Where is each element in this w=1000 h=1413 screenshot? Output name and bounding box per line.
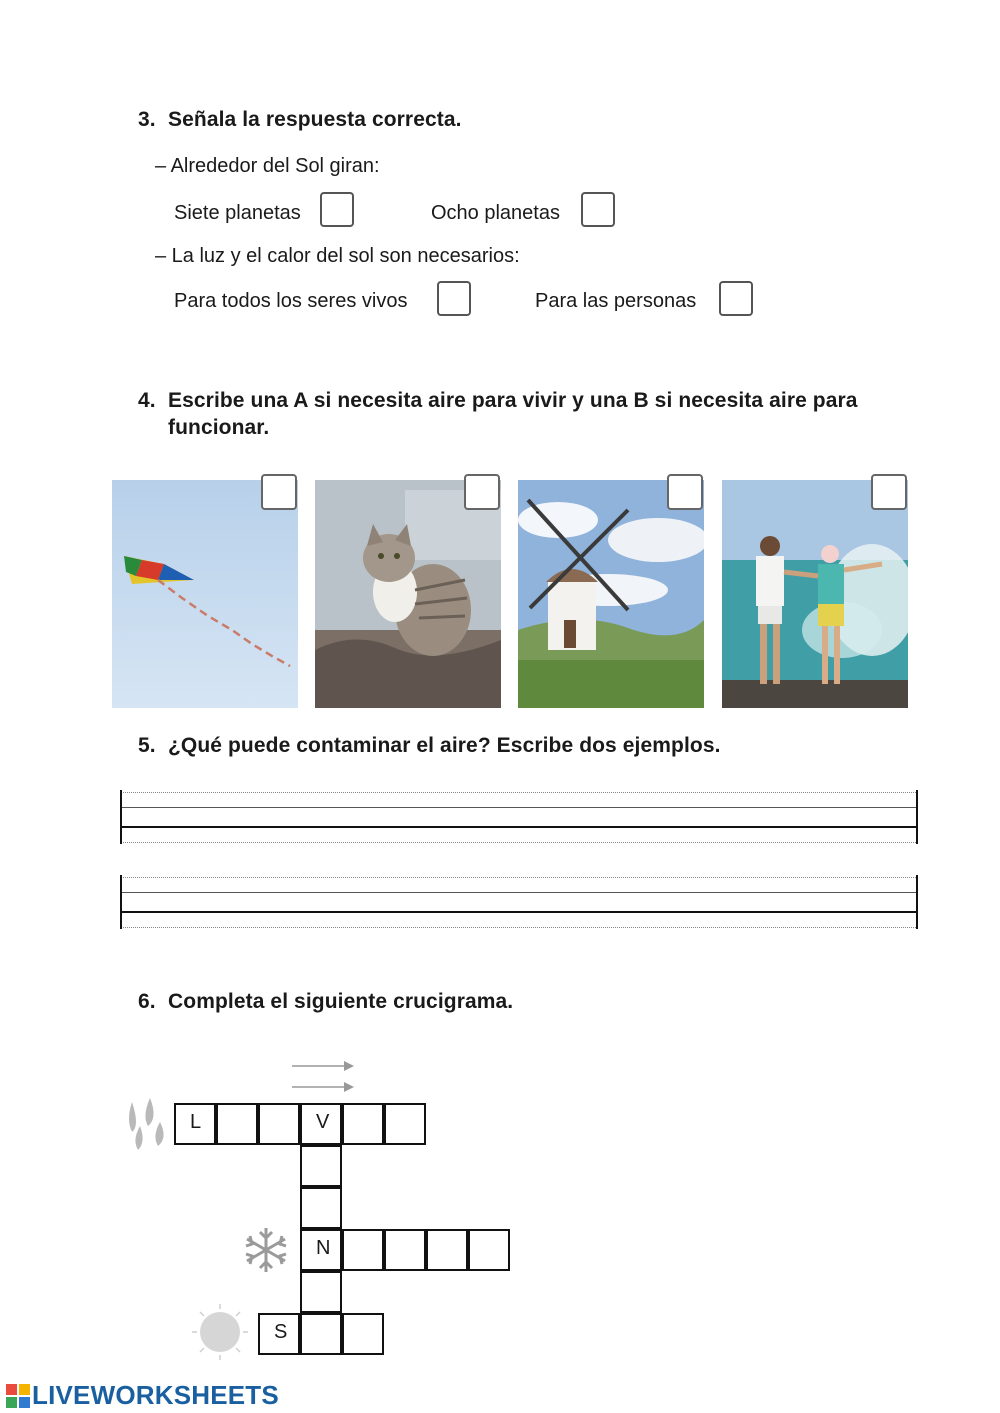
crossword-cell[interactable] — [300, 1229, 342, 1271]
kite-answer-box[interactable] — [261, 474, 297, 510]
question-3-heading — [138, 108, 838, 136]
snowflake-icon — [240, 1224, 292, 1276]
children-by-sea-photo — [722, 480, 908, 708]
crossword-letter-n: N — [316, 1237, 331, 1259]
crossword-cell[interactable] — [300, 1145, 342, 1187]
question-6-number: 6. — [138, 990, 156, 1013]
q3-checkbox-todos-seres-vivos[interactable] — [437, 281, 471, 316]
q3-option-todos-seres-vivos: Para todos los seres vivos — [174, 290, 408, 312]
writing-line — [120, 792, 918, 793]
crossword-cell[interactable] — [216, 1103, 258, 1145]
crossword-letter-l: L — [190, 1111, 202, 1133]
crossword-cell[interactable] — [300, 1187, 342, 1229]
writing-lines-1[interactable] — [120, 790, 918, 844]
question-4-number: 4. — [138, 389, 156, 412]
crossword-cell[interactable] — [300, 1271, 342, 1313]
crossword-cell[interactable] — [300, 1103, 342, 1145]
crossword-cell[interactable] — [426, 1229, 468, 1271]
question-6-title: Completa el siguiente crucigrama. — [168, 990, 514, 1013]
question-3-title: Señala la respuesta correcta. — [168, 108, 462, 131]
crossword-cell[interactable] — [258, 1103, 300, 1145]
writing-line — [120, 877, 918, 878]
writing-lines-2[interactable] — [120, 875, 918, 929]
q3-checkbox-siete-planetas[interactable] — [320, 192, 354, 227]
question-4-title-line-2: funcionar. — [168, 416, 270, 439]
windmill-answer-box[interactable] — [667, 474, 703, 510]
question-5-number: 5. — [138, 734, 156, 757]
rain-drops-icon — [124, 1096, 172, 1152]
writing-line — [120, 892, 918, 893]
writing-line-right-edge — [916, 875, 918, 929]
children-answer-box[interactable] — [871, 474, 907, 510]
q3-item-2-prompt: – La luz y el calor del sol son necesarios: — [155, 245, 520, 267]
crossword-cell[interactable] — [342, 1229, 384, 1271]
crossword-cell[interactable] — [258, 1313, 300, 1355]
kite-photo — [112, 480, 298, 708]
writing-line — [120, 842, 918, 843]
question-5-title: ¿Qué puede contaminar el aire? Escribe dos ejemplos. — [168, 734, 721, 757]
crossword-cell[interactable] — [384, 1103, 426, 1145]
q3-checkbox-personas[interactable] — [719, 281, 753, 316]
q3-option-personas: Para las personas — [535, 290, 697, 312]
question-4-heading — [138, 389, 958, 445]
cat-answer-box[interactable] — [464, 474, 500, 510]
crossword-cell[interactable] — [342, 1103, 384, 1145]
question-6-heading — [138, 990, 738, 1018]
writing-line — [120, 911, 918, 913]
q3-option-ocho-planetas: Ocho planetas — [431, 202, 560, 224]
question-5-heading — [138, 734, 898, 762]
q3-item-1-prompt: – Alrededor del Sol giran: — [155, 155, 380, 177]
writing-line-left-edge — [120, 790, 122, 844]
crossword-cell[interactable] — [300, 1313, 342, 1355]
writing-line — [120, 927, 918, 928]
q3-checkbox-ocho-planetas[interactable] — [581, 192, 615, 227]
crossword-cell[interactable] — [342, 1313, 384, 1355]
crossword-cell[interactable] — [174, 1103, 216, 1145]
crossword-letter-s: S — [274, 1321, 288, 1343]
crossword-letter-v: V — [316, 1111, 330, 1133]
question-3-number: 3. — [138, 108, 156, 131]
writing-line-left-edge — [120, 875, 122, 929]
cat-photo — [315, 480, 501, 708]
writing-line — [120, 807, 918, 808]
liveworksheets-logo-icon — [6, 1384, 30, 1408]
arrow-right-icon — [290, 1058, 356, 1094]
sun-icon — [190, 1302, 250, 1362]
crossword-cell[interactable] — [468, 1229, 510, 1271]
liveworksheets-logo-text[interactable]: LIVEWORKSHEETS — [32, 1380, 279, 1410]
writing-line — [120, 826, 918, 828]
windmill-photo — [518, 480, 704, 708]
writing-line-right-edge — [916, 790, 918, 844]
crossword-cell[interactable] — [384, 1229, 426, 1271]
question-4-title-line-1: Escribe una A si necesita aire para vivir y una B si necesita aire para — [168, 389, 858, 412]
q3-option-siete-planetas: Siete planetas — [174, 202, 301, 224]
